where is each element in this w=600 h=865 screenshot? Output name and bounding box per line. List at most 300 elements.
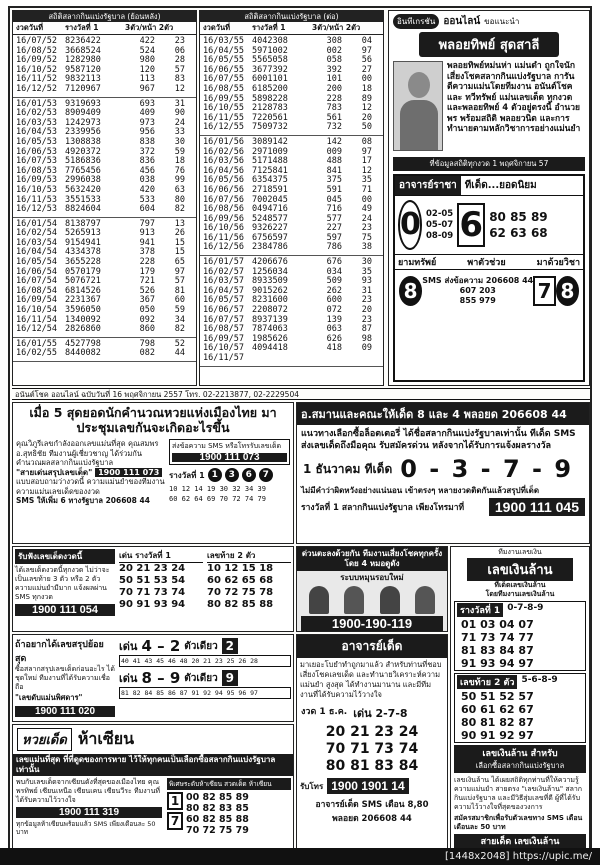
money-header-small: ทีมงานเลขเงิน — [498, 548, 542, 556]
first-prize: 4334378 — [65, 247, 101, 258]
last-two: 17 — [361, 156, 372, 167]
prediction-subtitle: ทีเด็ด...ยอดนิยม — [464, 180, 537, 191]
experts-grid-row: 10 12 14 19 30 32 34 39 — [169, 485, 266, 493]
draw-date: 16/04/53 — [16, 127, 57, 138]
first-prize: 7002045 — [252, 194, 288, 205]
last-two: 83 — [174, 74, 185, 85]
table-caption: สถิติสลากกินแบ่งรัฐบาล (ย้อนหลัง) — [13, 11, 196, 22]
first-prize: 8937139 — [252, 314, 288, 325]
last-three: 228 — [326, 93, 342, 104]
first-prize: 4042308 — [252, 36, 288, 46]
saman-headline-code: 206608 44 — [501, 408, 567, 421]
summary-phone[interactable]: 1900 111 020 — [15, 706, 115, 717]
last-three: 783 — [326, 103, 342, 114]
last-three: 600 — [326, 295, 342, 306]
five-masters-box-2: 7 — [167, 812, 183, 830]
number-row: 60 82 85 88 — [186, 814, 249, 825]
last-two: 13 — [174, 218, 185, 229]
last-three: 626 — [326, 333, 342, 344]
money-black-sub: เลือกซื้อสลากกินแบ่งรัฐบาล — [475, 761, 565, 770]
experts-box-note: ส่งข้อความ SMS หรือโทรรับเลขเด็ด — [172, 442, 282, 450]
last-three: 798 — [139, 338, 155, 349]
number-row: 50 51 53 54 — [119, 575, 186, 586]
first-prize: 2826860 — [65, 324, 101, 335]
summary-row-2-box: 9 — [222, 670, 238, 686]
money-block-a-list — [455, 618, 585, 670]
last-three: 561 — [326, 112, 342, 123]
col-first-prize: รางวัลที่ 1 — [65, 23, 99, 32]
last-two: 23 — [361, 223, 372, 234]
last-three: 786 — [326, 242, 342, 253]
number-row: 01 03 04 07 — [461, 618, 534, 631]
money-block-a-title: รางวัลที่ 1 — [457, 603, 503, 617]
last-three: 072 — [326, 305, 342, 316]
table-body — [200, 35, 383, 367]
newspaper-page — [8, 6, 592, 852]
money-black-title: เลขเงินล้าน สำหรับ — [482, 749, 558, 759]
saman-numbers-row — [297, 455, 589, 483]
last-three: 063 — [326, 324, 342, 335]
number-row: 70 71 73 74 — [119, 587, 186, 598]
last-three: 045 — [326, 194, 342, 205]
last-two: 12 — [361, 103, 372, 114]
summary-row-2-tail: ตัวเดียว — [184, 672, 218, 684]
last-three: 836 — [139, 156, 155, 167]
first-prize: 3668524 — [65, 45, 101, 56]
draw-date: 16/03/55 — [203, 36, 244, 46]
last-two: 76 — [174, 165, 185, 176]
prediction-footer-left: ยามทรัพย์ — [398, 258, 437, 268]
number-row: 80 82 85 88 — [207, 599, 274, 610]
prediction-footer-mid: พาตัวช่วย — [467, 258, 506, 268]
money-block-a-header — [455, 602, 585, 618]
col-tail: 3ตัว/หน้า 2ตัว — [125, 23, 174, 32]
last-two: 28 — [174, 55, 185, 66]
last-three: 200 — [326, 83, 342, 94]
last-three: 420 — [139, 184, 155, 195]
digit-box-7: 7 — [533, 276, 556, 306]
image-footer-bar: [1448x2048] https://upic.me/ — [0, 848, 600, 865]
teacher-footer-1: อาจารย์เด็ด SMS เดือน 8,80 — [315, 800, 429, 810]
summary-article — [12, 634, 294, 722]
five-masters-footer: ทุกข้อมูลห้าเซียนพร้อมแล้ว SMS เพียงเดือนละ 50 บาท — [16, 820, 156, 836]
first-prize: 4920372 — [65, 146, 101, 157]
summary-row-1-pair: 4 – 2 — [141, 637, 181, 655]
first-prize: 6756597 — [252, 232, 288, 243]
teacher-body: มาเยอะโบยำทำถูกมาแล้ว สำหรับท่านที่ชอบเสี่ยงโชคเลขเด็ด และทำนายวิเคราะห์ความแม่นยำ สูงสุด ได้ทำงานมานาน และมีทีมงานที่ได้รับความไว้วางใจ — [300, 660, 442, 699]
five-masters-subheader: เลขแม่นที่สุด ที่ที่ดูดของการหาย ไว้ให้ทุกคนเป็นเลือกซื้อสลากกินแบ่งรัฐบาลเท่านั้น — [13, 754, 293, 776]
experts-grid-row: 60 62 64 69 70 72 74 79 — [169, 495, 266, 503]
five-masters-label: พิเศษระดับห้าเซียน สวดเด็ด ห้าเซียน — [167, 778, 291, 790]
five-masters-box-1: 1 — [167, 792, 183, 810]
draw-date: 16/04/55 — [203, 45, 244, 56]
first-prize: 3596050 — [65, 305, 101, 316]
number-row: 60 61 62 67 — [461, 703, 534, 716]
money-block-a — [454, 601, 586, 671]
lottery-history-table-mid — [199, 10, 384, 386]
number-row: 81 83 84 87 — [461, 644, 534, 657]
last-three: 227 — [326, 223, 342, 234]
last-three: 488 — [326, 156, 342, 167]
last-three: 179 — [139, 266, 155, 277]
table-group — [13, 218, 196, 338]
first-prize: 6001101 — [252, 74, 288, 85]
last-two: 00 — [361, 74, 372, 85]
last-two: 31 — [361, 285, 372, 296]
draw-date: 16/10/54 — [16, 305, 57, 316]
table-row — [200, 354, 383, 364]
five-masters-boxes — [167, 792, 183, 836]
first-prize: 0570179 — [65, 266, 101, 277]
number-row: 10 12 15 18 — [207, 563, 274, 574]
table-group — [200, 256, 383, 367]
col-date: งวดวันที่ — [203, 23, 231, 32]
last-three: 392 — [326, 64, 342, 75]
summary-row-2-nums: 81 82 84 85 86 87 91 92 94 95 96 97 — [119, 687, 291, 699]
draw-date: 16/05/57 — [203, 295, 244, 306]
portrait-body-shape — [400, 100, 438, 150]
last-two: 57 — [174, 276, 185, 287]
money-header: เลขเงินล้าน — [467, 558, 573, 581]
table-row — [13, 325, 196, 335]
money-footer-title: สายเด็ด เลขเงินล้าน — [454, 834, 586, 848]
prediction-six: 6 — [457, 203, 485, 247]
experts-grid-title: รางวัลที่ 1 — [169, 470, 205, 480]
number-row: 90 91 93 94 — [119, 599, 186, 610]
teacher-footer-2: พลอยด 206608 44 — [332, 814, 412, 824]
prediction-bottom — [395, 270, 583, 312]
prediction-title: อาจารย์ราชา — [395, 176, 461, 195]
portrait-head-shape — [408, 72, 430, 98]
last-two: 90 — [174, 108, 185, 119]
col-tail: 3ตัว/หน้า 2ตัว — [312, 23, 361, 32]
summary-row-1 — [119, 637, 291, 655]
teacher-phone[interactable]: 1900 1901 14 — [327, 778, 408, 794]
first-prize: 2339956 — [65, 127, 101, 138]
money-block-b — [454, 673, 586, 743]
first-prize: 5171488 — [252, 156, 288, 167]
table-group — [13, 35, 196, 98]
draw-date: 16/11/52 — [16, 74, 57, 85]
teacher-date-row — [297, 702, 447, 724]
first-prize: 3089142 — [252, 136, 288, 147]
draw-date: 16/05/53 — [16, 136, 57, 147]
draw-date: 16/09/55 — [203, 93, 244, 104]
summary-row-1-tail: ตัวเดียว — [184, 640, 218, 652]
last-three: 693 — [139, 98, 155, 109]
summary-row-1-box: 2 — [222, 638, 238, 654]
team-ad-phone[interactable]: 1900-190-119 — [301, 616, 443, 631]
money-block-b-header — [455, 674, 585, 690]
last-three: 676 — [326, 257, 342, 268]
money-black-banner — [454, 745, 586, 773]
last-two: 99 — [174, 175, 185, 186]
prediction-zero: 0 — [398, 200, 422, 250]
promo-body-row — [389, 57, 589, 155]
summary-row-2 — [119, 669, 291, 687]
draw-date: 16/02/53 — [16, 108, 57, 119]
number-row: 80 81 82 87 — [461, 716, 534, 729]
draw-date: 16/01/57 — [203, 257, 244, 268]
hotline-col1 — [119, 549, 203, 616]
last-three: 509 — [326, 276, 342, 287]
last-three: 980 — [139, 55, 155, 66]
person-figure — [309, 586, 329, 614]
first-prize: 4206676 — [252, 257, 288, 268]
hotline-col2-title: เลขท้าย 2 ตัว — [207, 549, 291, 563]
first-prize: 8236422 — [65, 36, 101, 46]
table-row — [13, 85, 196, 95]
draw-date: 16/12/56 — [203, 242, 244, 253]
col-first-prize: รางวัลที่ 1 — [252, 23, 286, 32]
last-three: 038 — [139, 175, 155, 186]
first-prize: 2231367 — [65, 295, 101, 306]
summary-row-1-nums: 40 41 43 45 46 48 20 21 23 25 26 28 — [119, 655, 291, 667]
last-three: 841 — [326, 165, 342, 176]
last-three: 113 — [139, 74, 155, 85]
last-two: 87 — [361, 324, 372, 335]
number-row: 50 51 52 57 — [461, 690, 534, 703]
last-three: 378 — [139, 247, 155, 258]
draw-date: 16/09/52 — [16, 55, 57, 66]
last-three: 308 — [326, 36, 342, 46]
last-two: 57 — [174, 64, 185, 75]
last-three: 716 — [326, 204, 342, 215]
draw-date: 16/05/54 — [16, 257, 57, 268]
last-two: 34 — [174, 314, 185, 325]
last-three: 228 — [139, 257, 155, 268]
saman-phone[interactable]: 1900 111 045 — [489, 498, 585, 516]
prediction-combos: 02-05 05-07 08-09 — [426, 208, 454, 241]
last-two: 59 — [174, 146, 185, 157]
experts-hotline-label: "สายเด่นสรุปเลขเด็ด" — [16, 467, 93, 477]
draw-date: 16/04/56 — [203, 165, 244, 176]
last-three: 009 — [326, 146, 342, 157]
money-block-b-list — [455, 690, 585, 742]
first-prize: 4094418 — [252, 343, 288, 354]
first-prize: 7874063 — [252, 324, 288, 335]
last-two: 35 — [361, 175, 372, 186]
prediction-body — [395, 196, 583, 254]
first-prize: 9319693 — [65, 98, 101, 109]
last-two: 98 — [361, 333, 372, 344]
draw-date: 16/02/55 — [16, 348, 57, 359]
last-three: 604 — [139, 204, 155, 215]
experts-sms-code: 206608 44 — [105, 496, 150, 505]
first-prize: 5971002 — [252, 45, 288, 56]
money-block-b-title: เลขท้าย 2 ตัว — [457, 675, 517, 689]
draw-date: 16/10/52 — [16, 64, 57, 75]
draw-date: 16/01/55 — [16, 338, 57, 349]
last-three: 721 — [139, 276, 155, 287]
last-two: 71 — [361, 184, 372, 195]
draw-date: 16/09/53 — [16, 175, 57, 186]
first-prize: 5265913 — [65, 228, 101, 239]
summary-title: ถ้าอยากได้เลขสรุปย้อยสุด — [15, 640, 104, 664]
draw-date: 16/11/53 — [16, 194, 57, 205]
promo-badge-sub: ออนไลน์ — [443, 16, 481, 27]
draw-date: 16/06/57 — [203, 305, 244, 316]
last-two: 38 — [361, 242, 372, 253]
last-three: 409 — [139, 108, 155, 119]
teacher-number-list — [297, 724, 447, 775]
money-block-a-nums: 0-7-8-9 — [507, 603, 544, 613]
experts-text-col — [16, 439, 166, 506]
first-prize: 5565058 — [252, 55, 288, 66]
last-two: 20 — [361, 112, 372, 123]
summary-body: ซื้อสลากสรุปเลขเด็ดก่อนอะไร ได้ชุดใหม่ ทีมงานที่ได้รับความเชื่อถือ — [15, 665, 115, 691]
team-ad-sub: ระบบหมุนรอบใหม่ — [340, 573, 404, 582]
summary-row-2-pair: 8 – 9 — [141, 669, 181, 687]
teacher-call-label: รับโทร — [300, 781, 324, 791]
table-caption: สถิติสลากกินแบ่งรัฐบาล (ต่อ) — [200, 11, 383, 22]
experts-sms-row — [16, 496, 166, 506]
last-three: 050 — [139, 305, 155, 316]
five-masters-phone[interactable]: 1900 111 319 — [16, 807, 162, 818]
draw-date: 16/10/57 — [203, 343, 244, 354]
table-row — [13, 349, 196, 359]
first-prize: 3551533 — [65, 194, 101, 205]
first-prize: 9326227 — [252, 223, 288, 234]
draw-date: 16/01/56 — [203, 136, 244, 147]
number-row: 00 82 85 89 — [186, 792, 249, 803]
col-date: งวดวันที่ — [16, 23, 44, 32]
draw-date: 16/11/56 — [203, 232, 244, 243]
experts-grid — [169, 484, 290, 504]
five-masters-row — [13, 776, 293, 838]
first-prize: 5248577 — [252, 213, 288, 224]
last-three: 058 — [326, 55, 342, 66]
saman-numbers: 0 - 3 - 7 - 9 — [400, 455, 574, 483]
experts-body-text-2: แบบสอบถามว่างวดนี้ ความแม่นยำของทีมงาน ความแม่นเลขเด็ดของงวด — [16, 477, 165, 496]
last-three: 577 — [326, 213, 342, 224]
table-row — [200, 243, 383, 253]
draw-date: 16/09/56 — [203, 213, 244, 224]
issue-date-line: อนันต์โชค ออนไลน์ ฉบับวันที่ 16 พฤศจิกายน 2557 โทร. 02-2213877, 02-2229504 — [12, 388, 590, 400]
prediction-sms: SMS ส่งข้อความ 206608 44 607 203 855 979 — [422, 276, 534, 305]
last-three — [310, 354, 342, 364]
last-two: 18 — [174, 156, 185, 167]
team-ad-people — [297, 584, 447, 614]
last-three: 120 — [139, 64, 155, 75]
hotline-row — [13, 547, 293, 618]
last-two: 33 — [174, 127, 185, 138]
teacher-header: อาจารย์เด็ด — [297, 635, 447, 658]
prediction-pairs: 80 85 89 62 63 68 — [489, 210, 548, 240]
first-prize: 6185200 — [252, 83, 288, 94]
draw-date: 16/08/54 — [16, 285, 57, 296]
saman-headline — [297, 403, 589, 425]
first-prize: 7509732 — [252, 122, 288, 133]
hotline-phone[interactable]: 1900 111 054 — [15, 604, 115, 616]
last-three: 597 — [326, 232, 342, 243]
draw-date: 16/06/53 — [16, 146, 57, 157]
last-two: 97 — [361, 45, 372, 56]
last-three: 956 — [139, 127, 155, 138]
draw-date: 16/03/53 — [16, 117, 57, 128]
last-two: 24 — [174, 117, 185, 128]
draw-date: 16/09/57 — [203, 333, 244, 344]
summary-label: "เลขดับแม่นพิศดาร" — [15, 693, 83, 702]
first-prize: 3655228 — [65, 257, 101, 268]
hotline-number-columns — [117, 547, 293, 618]
table-group — [13, 98, 196, 218]
last-three: 082 — [139, 348, 155, 359]
person-figure — [415, 586, 435, 614]
number-row: 60 62 65 68 — [207, 575, 274, 586]
five-masters-brand: หวยเด็ด — [17, 728, 72, 751]
table-row — [200, 123, 383, 133]
last-three: 367 — [139, 295, 155, 306]
last-two: 24 — [361, 213, 372, 224]
money-header-sub: ที่เด็ดเลขเงินล้าน โดยทีมงานเลขเงินล้าน — [485, 581, 555, 598]
draw-date: 16/02/57 — [203, 266, 244, 277]
last-two: 80 — [174, 194, 185, 205]
first-prize: 5186836 — [65, 156, 101, 167]
five-masters-right-col — [165, 776, 293, 838]
number-row: 90 91 92 97 — [461, 729, 534, 742]
last-three: 973 — [139, 117, 155, 128]
last-two: 65 — [174, 257, 185, 268]
first-prize: 7765456 — [65, 165, 101, 176]
last-two: 20 — [361, 305, 372, 316]
lottery-history-table-left — [12, 10, 197, 386]
first-prize: 1242973 — [65, 117, 101, 128]
draw-date: 16/12/52 — [16, 83, 57, 94]
last-three: 002 — [326, 45, 342, 56]
last-three: 139 — [326, 314, 342, 325]
money-note: สมัครสมาชิกเพื่อรับตัวเลขทาง SMS เดือน เดือนละ 50 บาท — [454, 814, 583, 831]
draw-date: 16/11/57 — [203, 353, 244, 363]
draw-date: 16/03/57 — [203, 276, 244, 287]
last-two: 09 — [361, 343, 372, 354]
hotline-title: รับฟังเลขเด็ดงวดนี้ — [15, 549, 115, 564]
last-two: 49 — [361, 204, 372, 215]
first-prize: 1985626 — [252, 333, 288, 344]
saman-body: แนวทางเลือกซื้อล็อตเตอรี่ ได้ชื่อสลากกินแบ่งรัฐบาลเท่านั้น ทีเด็ด SMS ส่งเลขเด็ดถึงมือคุณ รับสมัครด่วน หลังจากได้รับการแจ้งผลรางวัล — [301, 429, 576, 451]
last-two: 23 — [361, 314, 372, 325]
experts-sms-label: SMS ให้เพิ่ม 6 ทางรัฐบาล — [16, 496, 103, 505]
saman-article — [296, 402, 590, 544]
promo-badge: อินทีเกรชัน — [393, 14, 439, 29]
hotline-article — [12, 546, 294, 632]
first-prize: 8138797 — [65, 218, 101, 229]
team-ad-title: ด่วนตะลงด้วยกัน ทีมงานเสี่ยงโชคทุกครั้งโดย 4 หมอดูดัง — [297, 547, 447, 571]
number-row: 80 81 83 84 — [325, 758, 419, 774]
last-two: 60 — [174, 295, 185, 306]
last-three: 456 — [139, 165, 155, 176]
first-prize: 7220561 — [252, 112, 288, 123]
experts-grid-title-row — [169, 468, 290, 482]
experts-box-phone[interactable]: 1900 111 073 — [172, 453, 287, 462]
experts-hotline-phone[interactable]: 1900 111 073 — [95, 468, 162, 477]
draw-date: 16/04/54 — [16, 247, 57, 258]
experts-headline: เมื่อ 5 สุดยอดนักคำนวณหวยแห่งเมืองไทย มาประชุมเลขกันจะเกิดอะไรขึ้น — [29, 405, 277, 435]
number-row: 70 72 75 78 — [207, 587, 274, 598]
draw-date: 16/12/53 — [16, 204, 57, 215]
table-group — [200, 136, 383, 256]
first-prize: 4527798 — [65, 338, 101, 349]
money-body: เลขเงินล้าน ได้เผยสถิติทุกท่านที่ให้ความรู้ ความแม่นยำ สายตรง "เลขเงินล้าน" สลากกินแบ่งรัฐบาล และมีวิธีสุ่มเลขที่ดี ผู้ที่ได้รับความไว้วางใจที่สุดของวงการ — [454, 776, 583, 811]
five-masters-header — [13, 725, 293, 754]
first-prize: 2971009 — [252, 146, 288, 157]
five-masters-title: ห้าเซียน — [77, 729, 134, 748]
saman-note: ไม่มีคำว่าผิดหวังอย่างแน่นอน เข้าตรงๆ หลายงวดติดกันแล้วสรุปที่เด็ด — [301, 486, 540, 495]
promo-footer-note: ที่ข้อมูลสถิติทุกงวด 1 พฤศจิกายน 57 — [393, 157, 585, 171]
last-two: 12 — [361, 165, 372, 176]
person-figure — [344, 586, 364, 614]
last-two: 97 — [361, 146, 372, 157]
